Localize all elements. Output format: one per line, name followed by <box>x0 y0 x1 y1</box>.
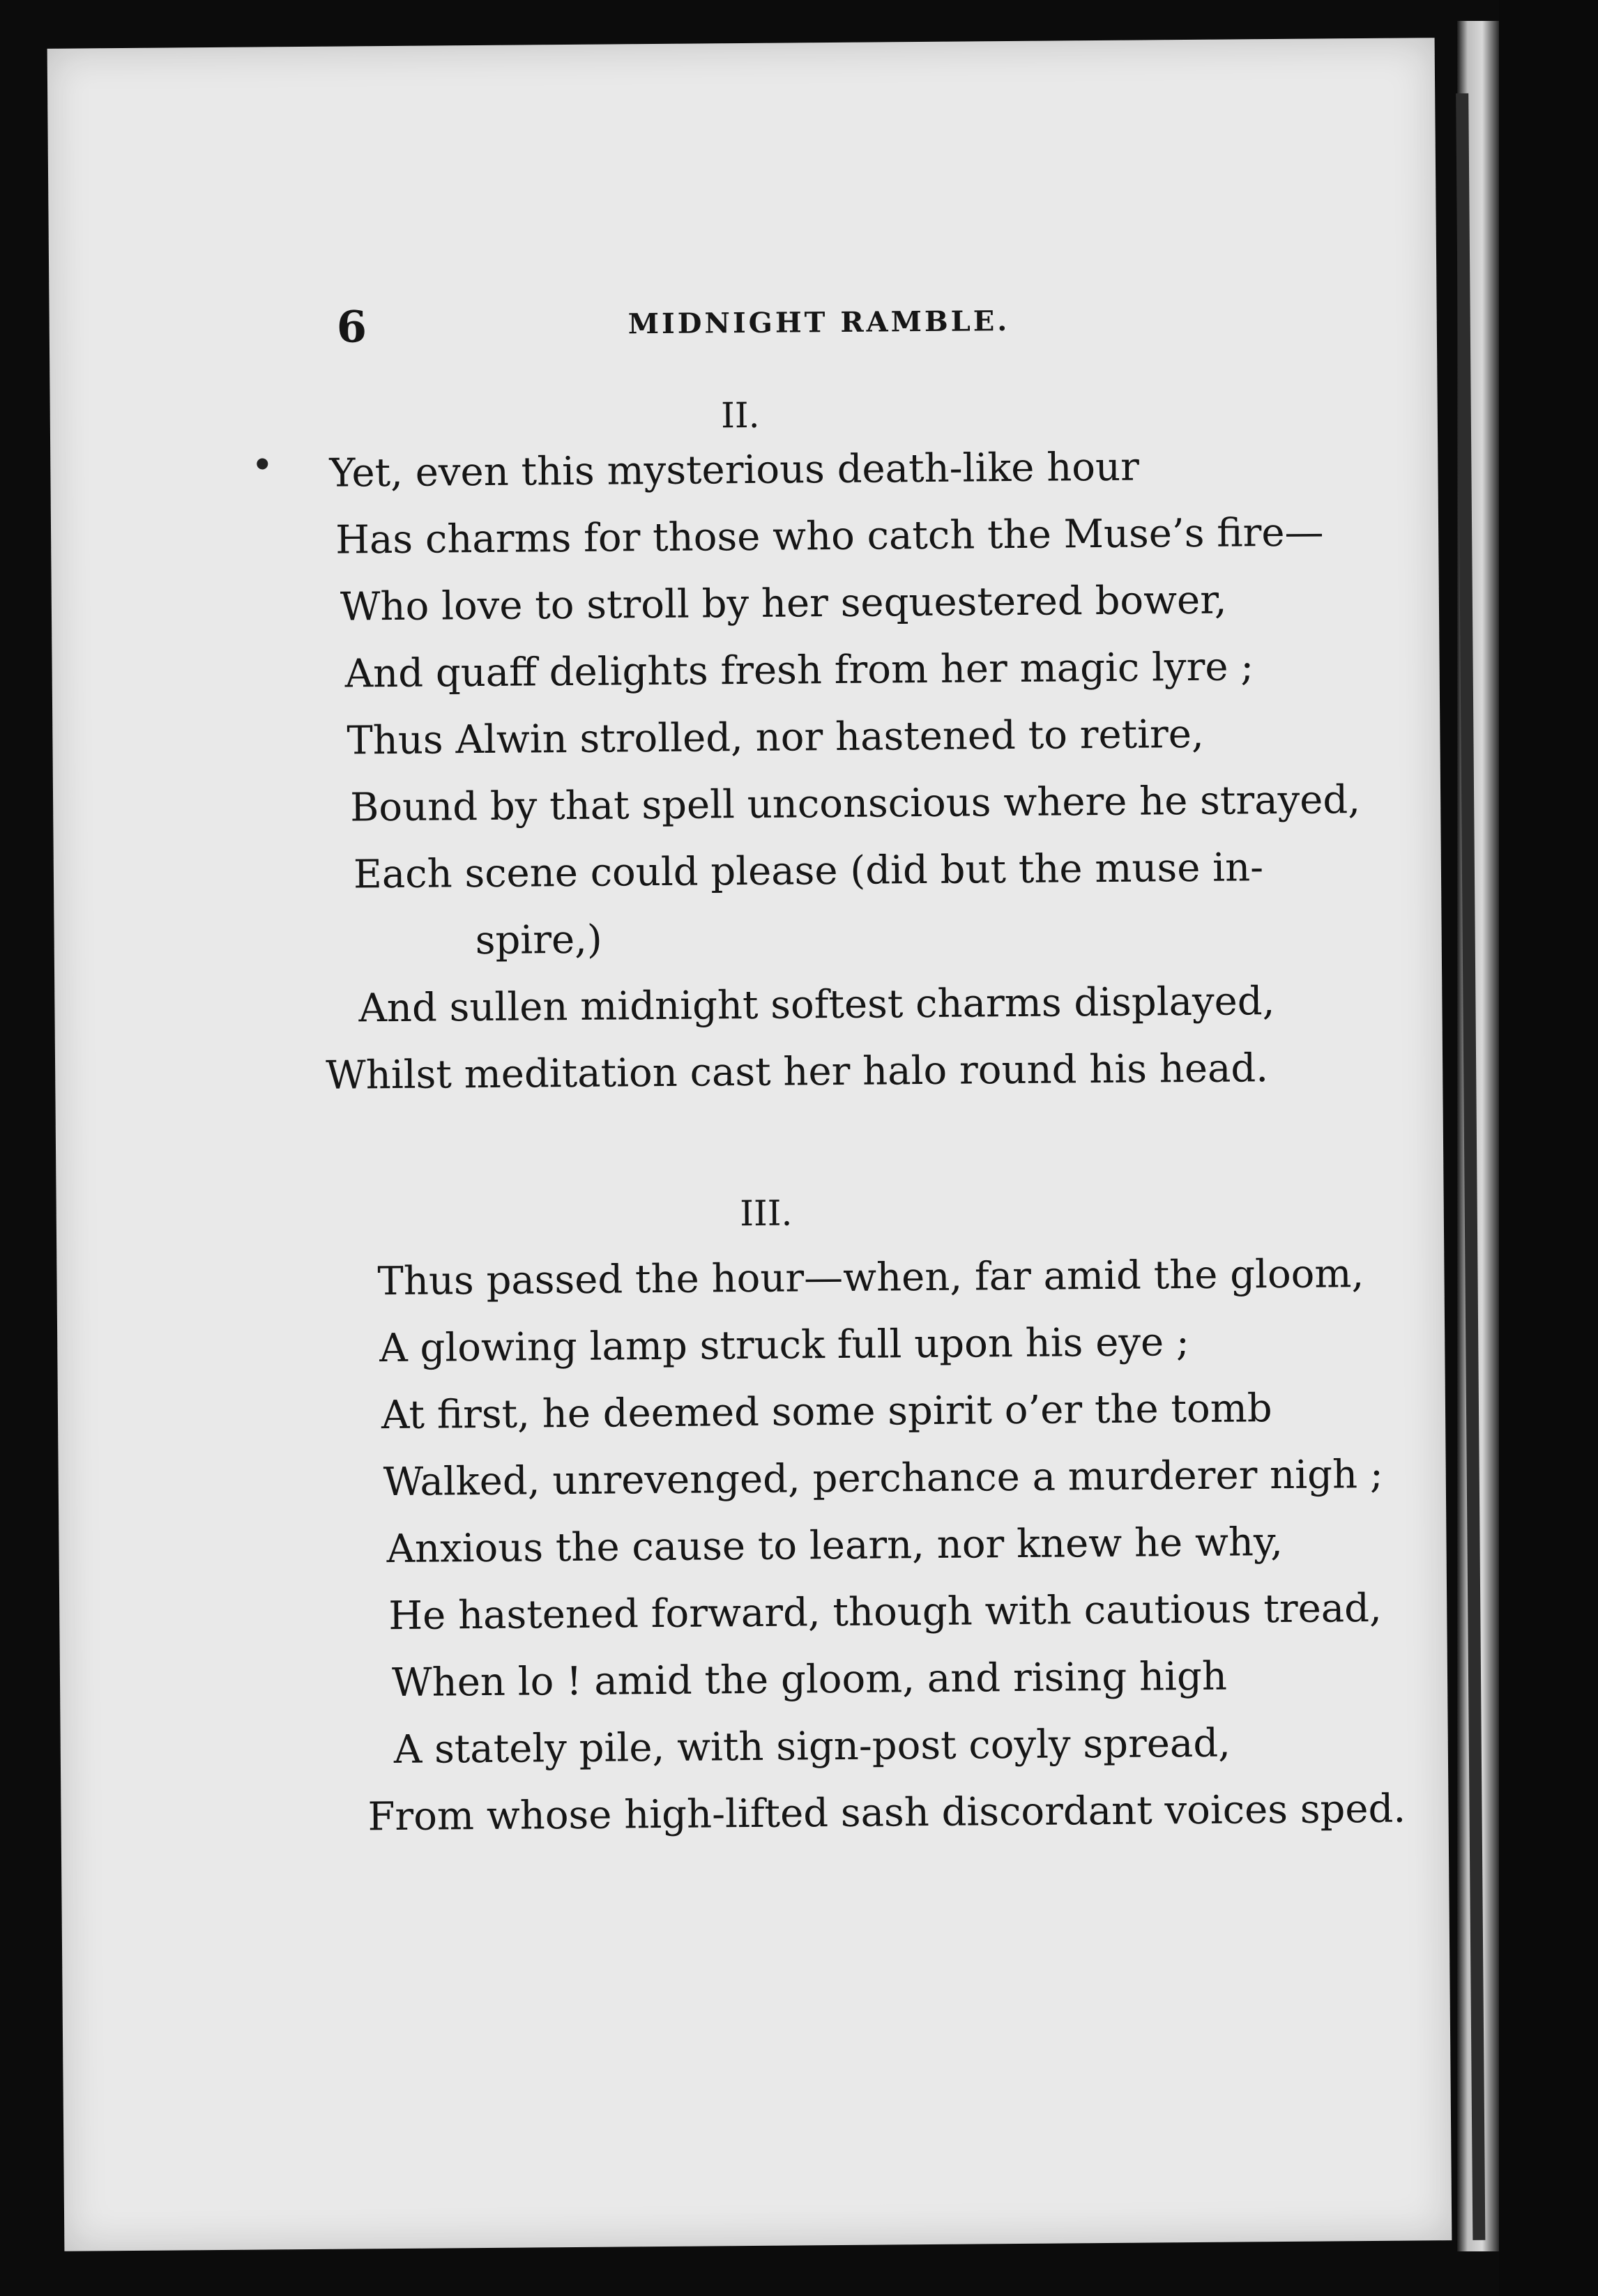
page-header <box>336 291 1313 355</box>
verse-line: Whilst meditation cast her halo round his head. <box>325 1046 1269 1099</box>
verse-line: From whose high-lifted sash discordant voices sped. <box>367 1786 1406 1840</box>
verse-line: Anxious the cause to learn, nor knew he why, <box>386 1520 1284 1572</box>
book-page <box>47 38 1452 2251</box>
verse-line: A stately pile, with sign-post coyly spread, <box>393 1720 1231 1773</box>
scan-background <box>1499 0 1598 2296</box>
verse-line: And sullen midnight softest charms displayed, <box>358 979 1275 1032</box>
verse-line: Walked, unrevenged, perchance a murderer nigh ; <box>383 1451 1383 1506</box>
stanza-number: II. <box>720 395 760 436</box>
verse-line: Who love to stroll by her sequestered bower, <box>340 577 1227 630</box>
verse-line: spire,) <box>475 917 603 964</box>
verse-line: Bound by that spell unconscious where he strayed, <box>349 777 1361 831</box>
running-head: MIDNIGHT RAMBLE. <box>627 305 1010 341</box>
verse-line: Thus Alwin strolled, nor hastened to retire, <box>347 711 1204 764</box>
verse-line: At first, he deemed some spirit o’er the tomb <box>381 1386 1272 1439</box>
verse-line: Has charms for those who catch the Muse’s fire— <box>335 510 1324 563</box>
verse-line: Each scene could please (did but the muse in- <box>353 845 1264 898</box>
verse-line: A glowing lamp struck full upon his eye ; <box>379 1319 1190 1372</box>
ink-speck <box>257 458 268 469</box>
verse-line: When lo ! amid the gloom, and rising high <box>391 1653 1228 1706</box>
verse-line: Yet, even this mysterious death-like hour <box>329 444 1140 496</box>
stanza-number: III. <box>739 1193 793 1234</box>
verse-line: He hastened forward, though with cautious tread, <box>388 1585 1383 1639</box>
page-number: 6 <box>336 301 367 353</box>
verse-line: Thus passed the hour—when, far amid the gloom, <box>377 1251 1364 1305</box>
verse-line: And quaff delights fresh from her magic lyre ; <box>344 644 1254 697</box>
